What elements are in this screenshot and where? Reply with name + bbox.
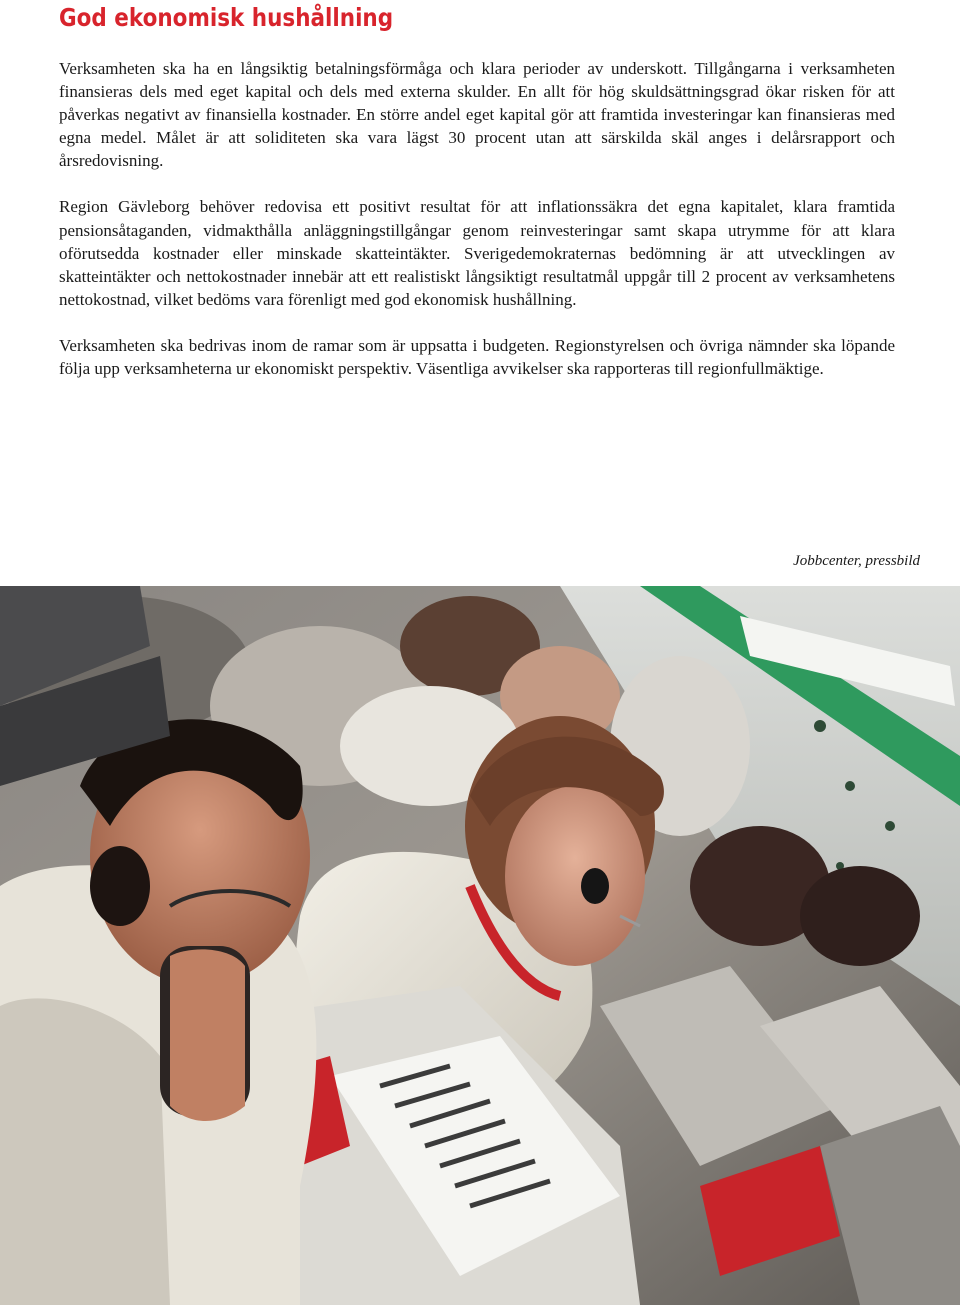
- paragraph-budgetramar: Verksamheten ska bedrivas inom de ramar som är uppsatta i budgeten. Regionstyrelsen och övriga nämnder ska löpande följa upp verksamheterna ur ekonomiskt perspektiv. Väsentliga avvikelser ska rapporteras till regionfullmäktige.: [59, 335, 895, 379]
- paragraph-soliditet: Verksamheten ska ha en långsiktig betalningsförmåga och klara perioder av underskott. Tillgångarna i verksamheten finansieras dels med eget kapital och dels med externa skulder. En allt för hög skuldsättningsgrad ökar risken för att påverkas negativt av finansiella kostnader. En större andel eget kapital gör att framtida investeringar kan finansieras med egna medel. Målet är att soliditeten ska vara lägst 30 procent utan att särskilda skäl anges i delårsrapport och årsredovisning.: [59, 59, 895, 171]
- page-title: God ekonomisk hushållning: [59, 3, 394, 32]
- photo-caption: Jobbcenter, pressbild: [793, 553, 920, 569]
- call-center-photo: [0, 586, 960, 1305]
- call-center-photo-illustration: [0, 586, 960, 1305]
- body-text: [59, 57, 895, 403]
- paragraph-resultatmal: Region Gävleborg behöver redovisa ett positivt resultat för att inflationssäkra det egna kapitalet, klara framtida pensionsåtaganden, vidmakthålla anläggningstillgångar genom reinvesteringar samt skapa utrymme för att klara oförutsedda kostnader eller minskade skatteintäkter. Sverigedemokraternas bedömning är att utvecklingen av skatteintäkter och nettokostnader innebär att ett realistiskt långsiktigt resultatmål uppgår till 2 procent av verksamhetens nettokostnad, vilket bedöms vara förenligt med god ekonomisk hushållning.: [59, 197, 895, 309]
